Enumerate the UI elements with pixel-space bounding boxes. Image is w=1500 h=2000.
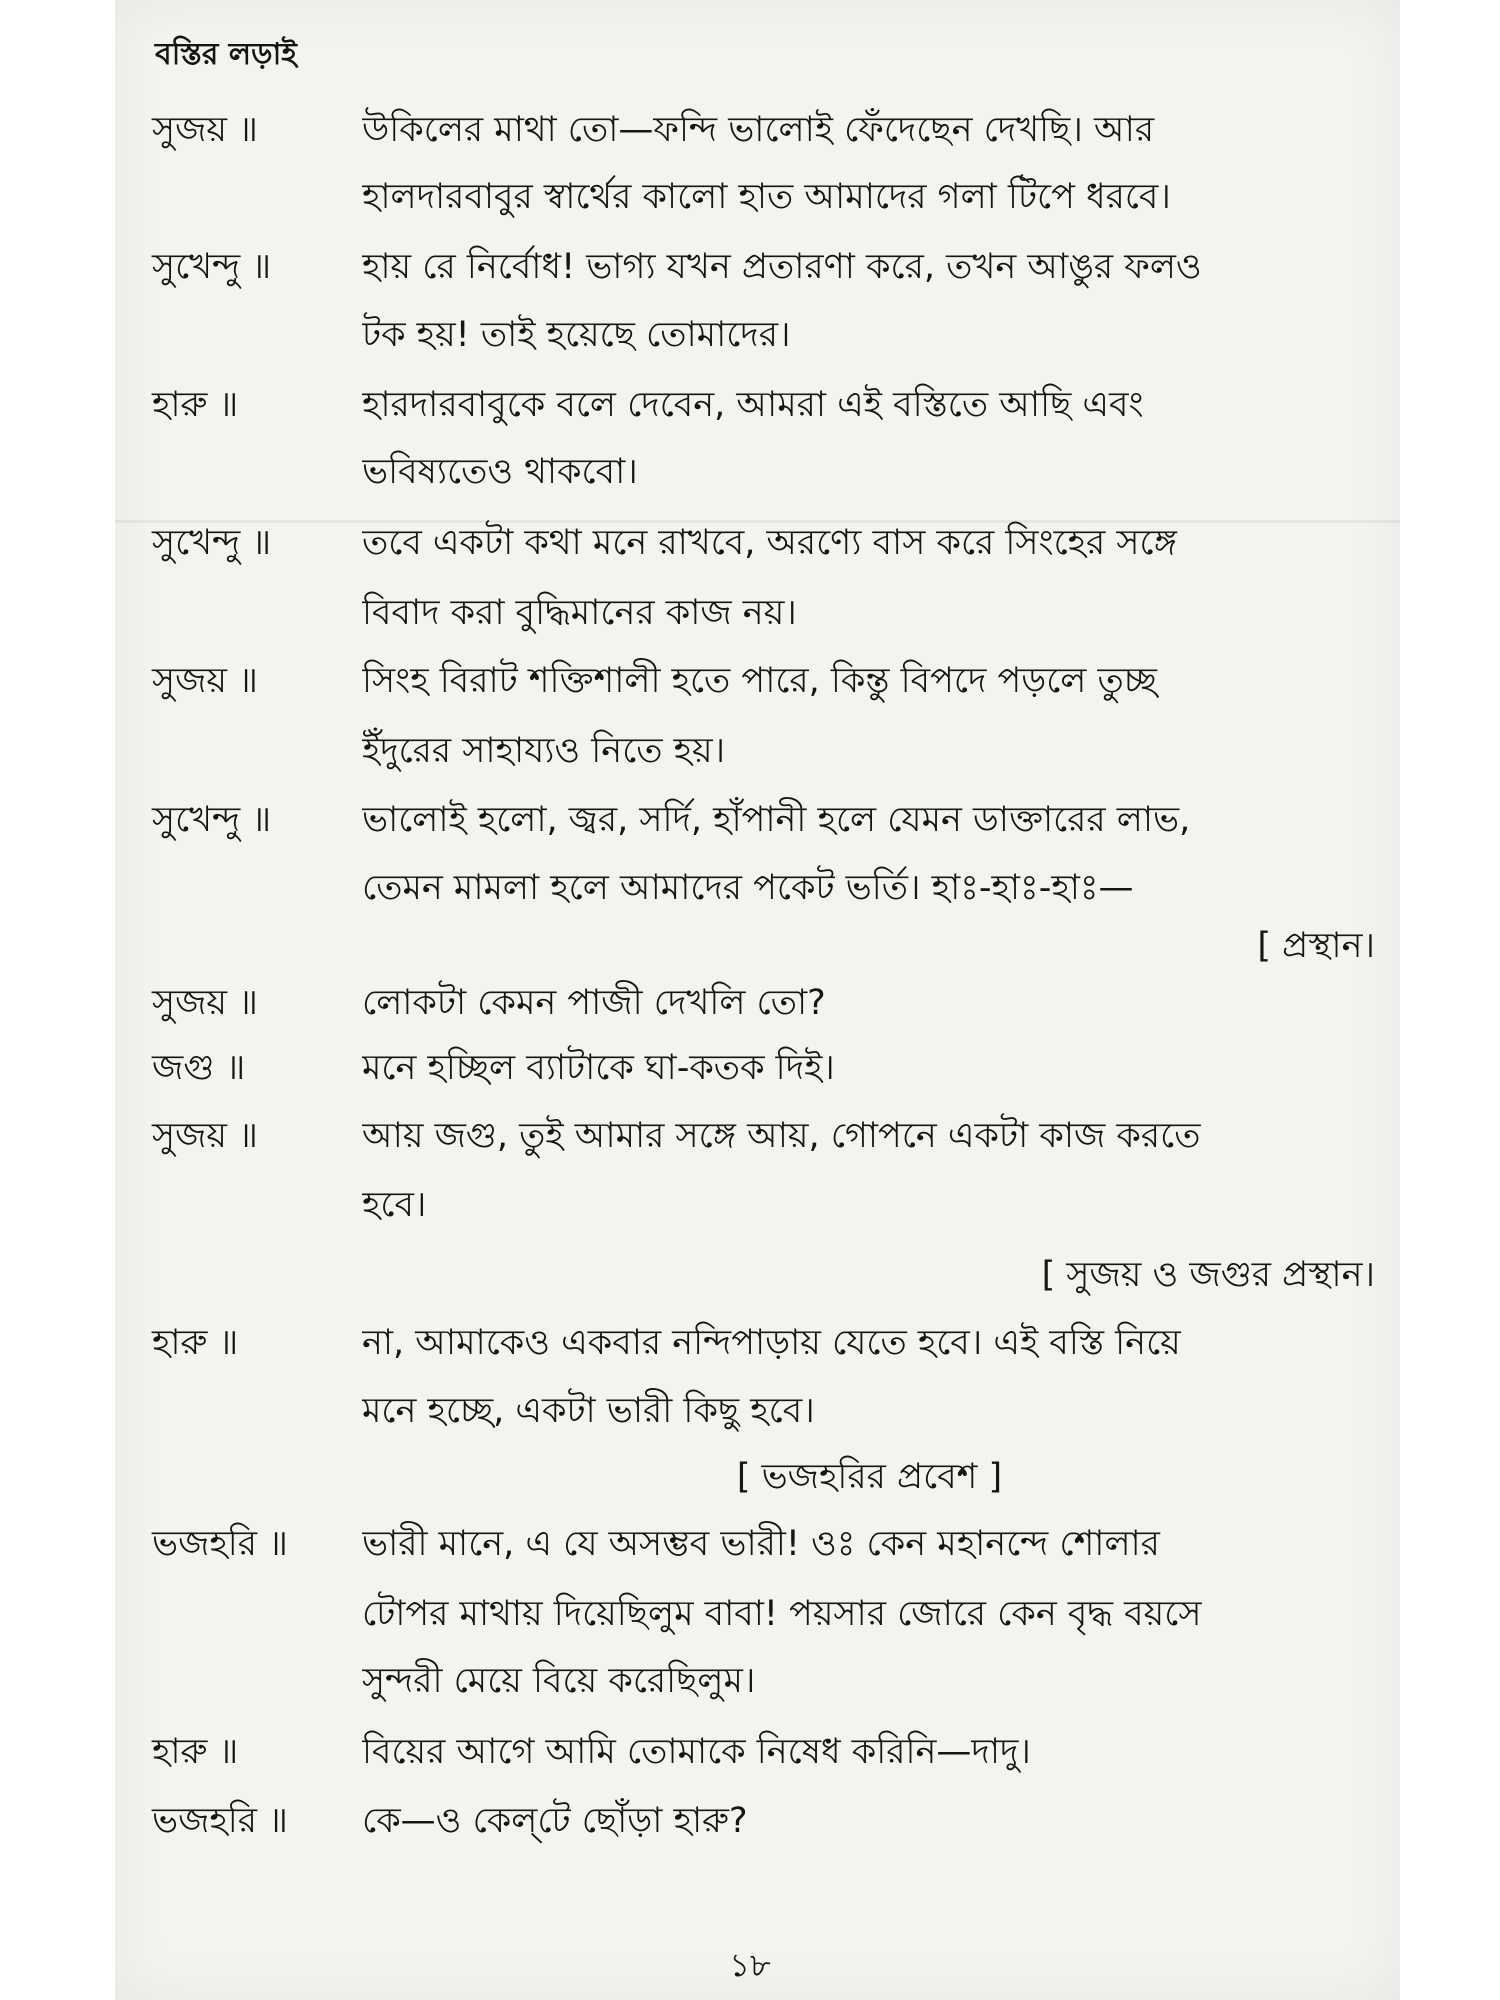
dialogue-text: বিয়ের আগে আমি তোমাকে নিষেধ করিনি—দাদু। [362,1732,1031,1772]
dialogue-text: টোপর মাথায় দিয়েছিলুম বাবা! পয়সার জোরে কেন বৃদ্ধ বয়সে [362,1594,1202,1634]
speaker-name: ভজহরি ॥ [152,1801,288,1841]
script-line [0,1514,1500,1574]
page-number: ১৮ [729,1946,771,1984]
dialogue-text: লোকটা কেমন পাজী দেখলি তো? [362,983,826,1023]
speaker-name: হারু ॥ [152,1732,239,1772]
script-line [0,237,1500,297]
dialogue-text: তেমন মামলা হলে আমাদের পকেট ভর্তি। হাঃ-হাঃ-হাঃ— [362,868,1134,908]
script-line [0,1381,1500,1441]
dialogue-text: আয় জগু, তুই আমার সঙ্গে আয়, গোপনে একটা কাজ করতে [362,1116,1201,1156]
speaker-name: হারু ॥ [152,385,239,425]
script-line [0,1791,1500,1851]
stage-direction: [ প্রস্থান। [1257,926,1375,966]
speaker-name: সুখেন্দু ॥ [152,247,272,287]
running-head: বস্তির লড়াই [155,37,297,72]
script-line [0,442,1500,502]
dialogue-text: হায় রে নির্বোধ! ভাগ্য যখন প্রতারণা করে, তখন আঙুর ফলও [362,247,1202,287]
script-line [0,916,1500,976]
stage-direction: [ সুজয় ও জগুর প্রস্থান। [1041,1255,1375,1295]
script-line [0,1651,1500,1711]
speaker-name: জগু ॥ [152,1048,246,1088]
speaker-name: সুজয় ॥ [152,1116,258,1156]
dialogue-text: হবে। [362,1185,427,1225]
speaker-name: হারু ॥ [152,1323,239,1363]
dialogue-text: হারদারবাবুকে বলে দেবেন, আমরা এই বস্তিতে আছি এবং [362,385,1144,425]
script-line [0,1313,1500,1373]
speaker-name: ভজহরি ॥ [152,1524,288,1564]
dialogue-text: বিবাদ করা বুদ্ধিমানের কাজ নয়। [362,593,797,633]
script-line [0,1106,1500,1166]
speaker-name: সুখেন্দু ॥ [152,523,272,563]
dialogue-text: সুন্দরী মেয়ে বিয়ে করেছিলুম। [362,1661,756,1701]
dialogue-text: হালদারবাবুর স্বার্থের কালো হাত আমাদের গলা টিপে ধরবে। [362,177,1171,217]
script-line [0,973,1500,1033]
script-line [0,167,1500,227]
dialogue-text: তবে একটা কথা মনে রাখবে, অরণ্যে বাস করে সিংহের সঙ্গে [362,523,1177,563]
speaker-name: সুজয় ॥ [152,661,258,701]
dialogue-text: টক হয়! তাই হয়েছে তোমাদের। [362,315,791,355]
script-line [0,513,1500,573]
dialogue-text: মনে হচ্ছিল ব্যাটাকে ঘা-কতক দিই। [362,1048,835,1088]
script-line [0,1447,1500,1507]
script-line [0,100,1500,160]
dialogue-text: সিংহ বিরাট শক্তিশালী হতে পারে, কিন্তু বিপদে পড়লে তুচ্ছ [362,661,1157,701]
dialogue-text: ইঁদুরের সাহায্যও নিতে হয়। [362,731,726,771]
script-line [0,1245,1500,1305]
dialogue-text: ভবিষ্যতেও থাকবো। [362,452,638,492]
speaker-name: সুখেন্দু ॥ [152,800,272,840]
script-line [0,375,1500,435]
script-line [0,305,1500,365]
script-line [0,1038,1500,1098]
dialogue-text: ভালোই হলো, জ্বর, সর্দি, হাঁপানী হলে যেমন ডাক্তারের লাভ, [362,800,1191,840]
script-line [0,721,1500,781]
script-line [0,1584,1500,1644]
script-line [0,858,1500,918]
script-line [0,1722,1500,1782]
speaker-name: সুজয় ॥ [152,983,258,1023]
dialogue-text: ভারী মানে, এ যে অসম্ভব ভারী! ওঃ কেন মহানন্দে শোলার [362,1524,1160,1564]
dialogue-text: মনে হচ্ছে, একটা ভারী কিছু হবে। [362,1391,815,1431]
script-line [0,1175,1500,1235]
dialogue-text: কে—ও কেল্‌টে ছোঁড়া হারু? [362,1801,748,1841]
dialogue-text: উকিলের মাথা তো—ফন্দি ভালোই ফেঁদেছেন দেখছি। আর [362,110,1155,150]
script-line [0,651,1500,711]
script-line [0,790,1500,850]
stage-direction-center: [ ভজহরির প্রবেশ ] [736,1457,1003,1497]
dialogue-text: না, আমাকেও একবার নন্দিপাড়ায় যেতে হবে। এই বস্তি নিয়ে [362,1323,1181,1363]
script-line [0,583,1500,643]
speaker-name: সুজয় ॥ [152,110,258,150]
